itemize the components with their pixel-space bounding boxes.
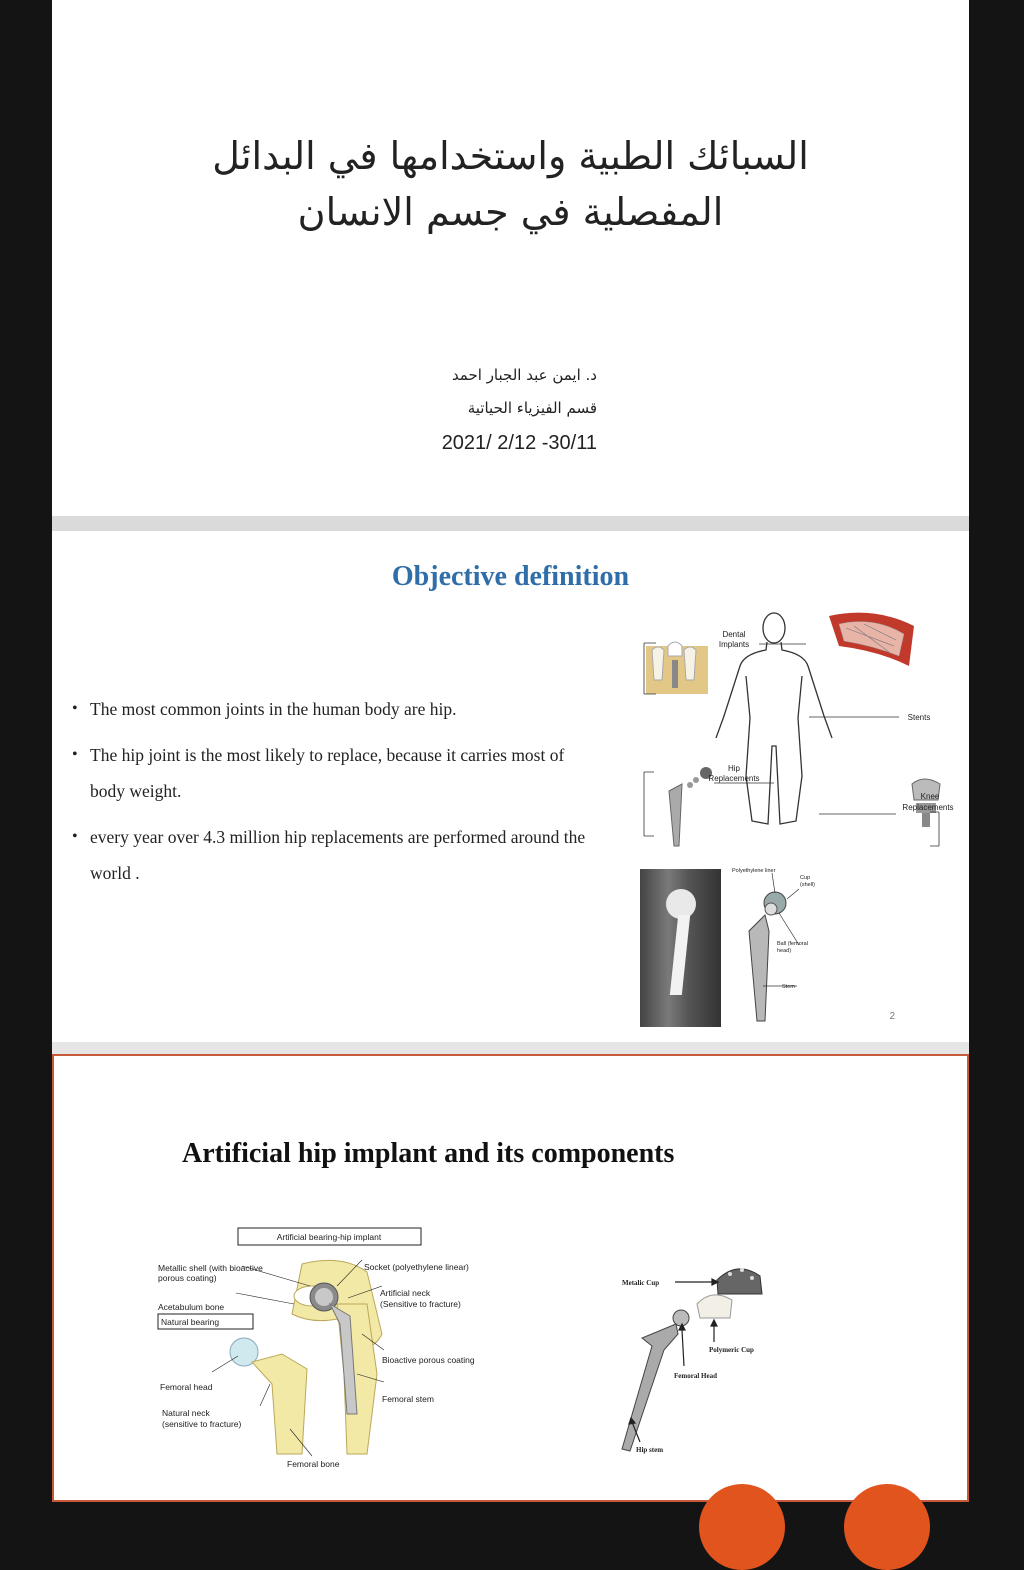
natural-neck-label: Natural neck (162, 1408, 210, 1418)
hip-replacement-image (669, 767, 712, 846)
hip-replacements-label: Hip (727, 764, 741, 773)
department-name: قسم الفيزياء الحياتية (467, 399, 597, 417)
polymeric-cup-label: Polymeric Cup (709, 1346, 754, 1354)
metallic-shell-label: Metallic shell (with bioactive (158, 1263, 263, 1273)
presentation-date: 2021/ 2/12 -30/11 (441, 432, 597, 454)
decorative-circle (844, 1484, 930, 1570)
slide-title-heading (112, 128, 909, 240)
knee-replacements-label: Knee (920, 792, 940, 801)
acetabulum-bone-label: Acetabulum bone (158, 1302, 225, 1312)
natural-neck-label-line2: (sensitive to fracture) (162, 1419, 242, 1429)
decorative-circle (699, 1484, 785, 1570)
hip-replacements-label-line2: Replacements (708, 774, 760, 783)
slide-title (52, 0, 969, 516)
slide-hip-implant (52, 1054, 969, 1502)
slide-objective (52, 531, 969, 1042)
dental-implant-image (646, 642, 708, 694)
artificial-neck-label-line2: (Sensitive to fracture) (380, 1299, 461, 1309)
diagram-header: Artificial bearing-hip implant (276, 1232, 382, 1242)
slide-separator (52, 516, 969, 531)
natural-femur (230, 1338, 307, 1454)
femoral-head-component-label: Femoral Head (674, 1372, 717, 1380)
xray-image (640, 869, 721, 1027)
cup-shell-label: Cup (800, 875, 811, 881)
polyethylene-liner-label: Polyethylene liner (732, 868, 776, 874)
bullet-list (70, 691, 590, 901)
dental-implants-label-line2: Implants (718, 640, 750, 649)
artificial-neck-label: Artificial neck (380, 1288, 431, 1298)
stent-image (829, 613, 914, 666)
stem-label: Stem (782, 984, 795, 990)
socket-label: Socket (polyethylene linear) (364, 1262, 469, 1272)
hip-components-figure (602, 1254, 832, 1474)
femur-with-implant (310, 1283, 377, 1454)
slide-heading: Artificial hip implant and its components (182, 1138, 675, 1169)
femoral-bone-label: Femoral bone (287, 1459, 340, 1469)
hip-stem-label: Hip stem (636, 1446, 664, 1454)
knee-replacements-label-line2: Replacements (902, 803, 954, 812)
metallic-cup-label: Metalic Cup (622, 1279, 660, 1287)
ball-femoral-head-label: Ball (femoral (777, 941, 808, 947)
stents-label: Stents (907, 713, 931, 722)
title-line-1: السبائك الطبية واستخدامها في البدائل (212, 134, 809, 178)
bioactive-coating-label: Bioactive porous coating (382, 1355, 475, 1365)
dental-implants-label: Dental (722, 630, 746, 639)
author-name: د. ايمن عبد الجبار احمد (451, 366, 597, 384)
ball-femoral-head-label-line2: head) (777, 948, 792, 954)
body-implants-figure (634, 606, 954, 856)
femoral-stem-label: Femoral stem (382, 1394, 434, 1404)
metallic-shell-label-line2: porous coating) (158, 1273, 217, 1283)
cup-shell-label-line2: (shell) (800, 882, 815, 888)
hip-anatomy-diagram (152, 1224, 502, 1474)
natural-bearing-label: Natural bearing (161, 1317, 220, 1327)
title-line-2: المفصلية في جسم الانسان (297, 190, 724, 234)
page-number: 2 (889, 1011, 895, 1022)
slide-heading: Objective definition (391, 561, 630, 592)
bullet-item: • The most common joints in the human body are hip. (90, 691, 590, 727)
slide-separator (52, 1042, 969, 1054)
bullet-item: • The hip joint is the most likely to replace, because it carries most of body weight. (90, 737, 590, 809)
hip-implant-parts-figure (727, 861, 837, 1031)
femoral-head-label: Femoral head (160, 1382, 213, 1392)
bullet-item: • every year over 4.3 million hip replacements are performed around the world . (90, 819, 590, 891)
